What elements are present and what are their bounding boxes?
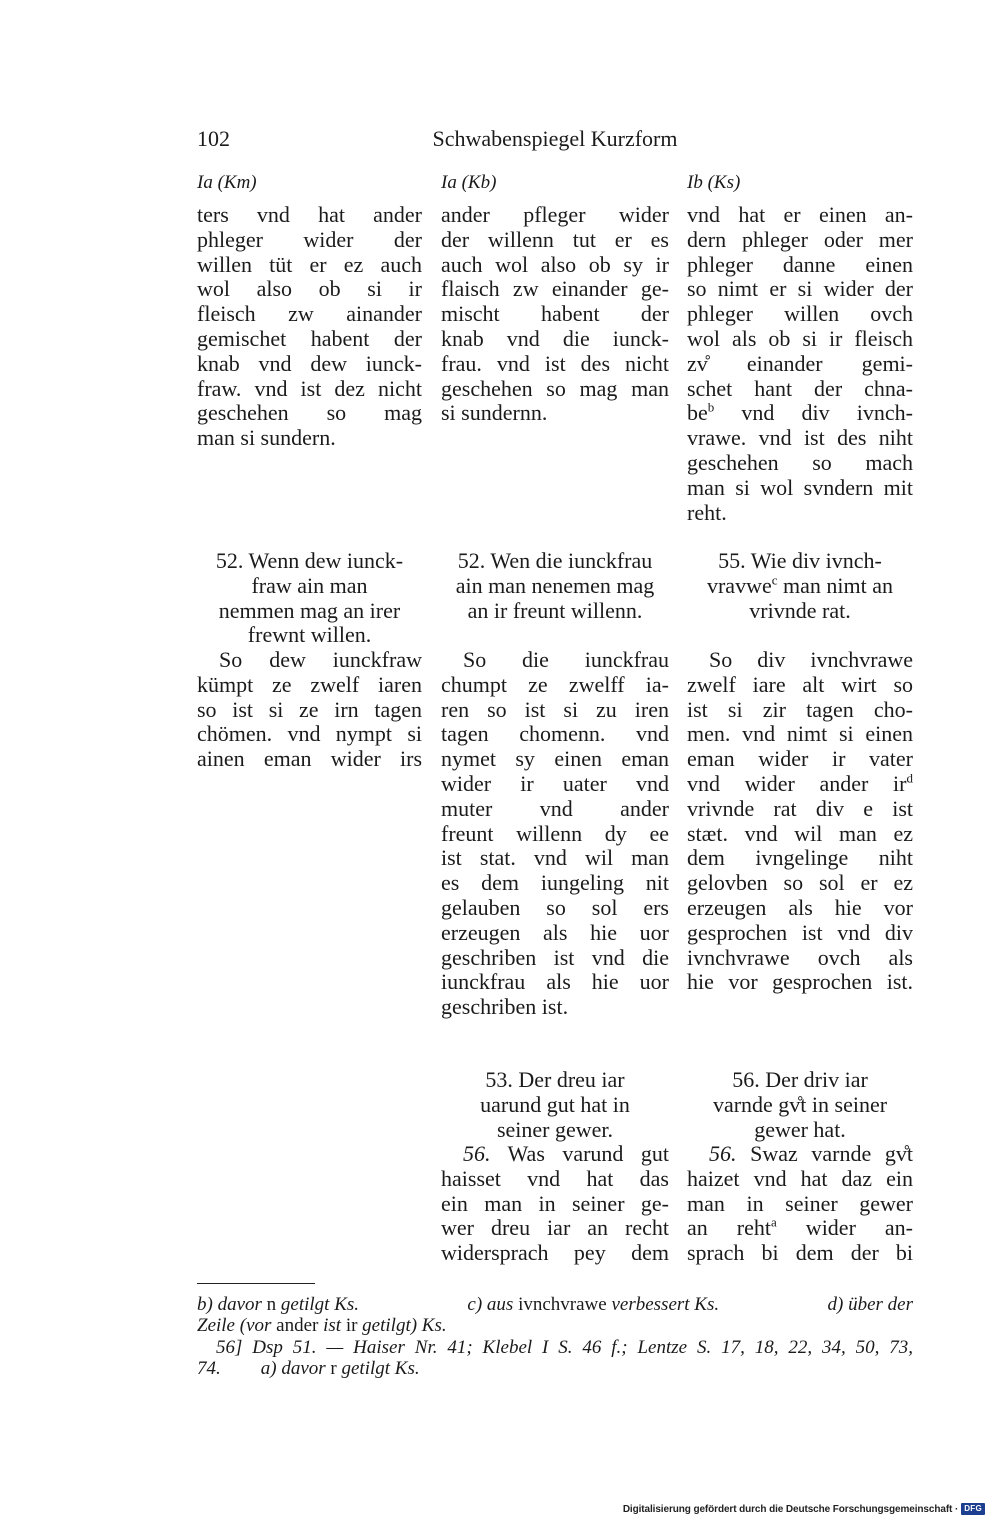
text-line: muter vnd ander — [441, 795, 669, 821]
passage-km-52 — [197, 648, 422, 772]
footnote-marker: c — [771, 572, 778, 588]
text-line: stæt. vnd wil man ez — [687, 820, 913, 846]
passage-kb-52 — [441, 648, 669, 1020]
text-line: ein man in seiner ge- — [441, 1190, 669, 1216]
text-line: eman wider ir vater — [687, 746, 913, 772]
text-line: ainen eman wider irs — [197, 746, 422, 772]
footnote-b — [197, 1294, 359, 1315]
footnote-term: n — [266, 1294, 277, 1315]
text-line: ander pfleger wider — [441, 202, 669, 227]
section-heading-ks-56 — [687, 1068, 913, 1142]
footnote-d-start — [828, 1294, 913, 1315]
footnote-c — [467, 1294, 719, 1315]
footnote-text: a) davor — [260, 1357, 331, 1379]
passage-kb-53 — [441, 1142, 669, 1266]
text-line: willen tüt er ez auch — [197, 251, 422, 277]
heading-line — [687, 574, 913, 599]
heading-line: ain man nenemen mag — [455, 572, 655, 598]
passage-km-1 — [197, 203, 422, 451]
text-line — [441, 1142, 669, 1167]
footnote-term: r — [330, 1357, 337, 1379]
text-line: vnd hat er einen an- — [687, 202, 913, 227]
text-line: so nimt er si wider der — [687, 276, 913, 302]
text-line: wol als ob si ir fleisch — [687, 325, 913, 351]
heading-line: 53. Der dreu iar — [485, 1067, 625, 1092]
text-line: phleger danne einen — [687, 251, 913, 277]
text-line: ivnchvrawe ovch als — [687, 944, 913, 970]
text-line: man si sundern. — [197, 425, 336, 451]
footnote-term: ir — [345, 1315, 358, 1337]
text-line: erzeugen als hie uor — [441, 919, 669, 945]
text-segment: man nimt an — [777, 572, 893, 598]
heading-line: uarund gut hat in — [480, 1091, 630, 1117]
passage-ks-1 — [687, 203, 913, 525]
text-line: gesprochen ist vnd div — [687, 919, 913, 945]
footnote-rule — [197, 1283, 315, 1284]
text-line: So die iunckfrau — [463, 647, 669, 672]
heading-line: 52. Wen die iunckfrau — [457, 548, 653, 573]
text-line: hie vor gesprochen ist. — [687, 969, 913, 995]
text-line: tagen chomenn. vnd — [441, 721, 669, 747]
text-line: geschehen so mag man — [441, 375, 669, 401]
column-siglum-km: Ia (Km) — [197, 172, 257, 193]
credit-text: Digitalisierung gefördert durch die Deutsche Forschungsgemeinschaft · — [622, 1503, 959, 1515]
heading-line: nemmen mag an irer — [218, 597, 401, 623]
text-line: geschriben ist. — [441, 994, 569, 1020]
footnote-marker: a — [771, 1215, 777, 1231]
text-line — [687, 401, 913, 426]
text-line: haizet vnd hat daz ein — [687, 1165, 913, 1191]
column-siglum-ks: Ib (Ks) — [687, 172, 741, 193]
text-line: ters vnd hat ander — [197, 202, 422, 227]
section-heading-kb-53 — [441, 1068, 669, 1142]
text-line: auch wol also ob sy ir — [441, 251, 669, 277]
heading-line: fraw ain man — [251, 572, 368, 598]
text-line: man in seiner gewer — [687, 1190, 913, 1216]
text-line: frau. vnd ist des nicht — [441, 350, 669, 376]
footnote-term: ivnchvrawe — [518, 1294, 607, 1315]
passage-ks-55 — [687, 648, 913, 995]
heading-line: frewnt willen. — [247, 622, 372, 648]
text-line: So dew iunckfraw — [219, 647, 422, 672]
text-line: flaisch zw einander ge- — [441, 276, 669, 302]
text-line: So div ivnchvrawe — [709, 647, 913, 672]
page-number: 102 — [197, 126, 230, 151]
footnote-term: ander — [276, 1315, 319, 1337]
section-heading-km-52 — [197, 549, 422, 648]
text-line: men. vnd nimt si einen — [687, 721, 913, 747]
footnote-text: verbessert Ks. — [606, 1294, 720, 1315]
text-line: gelauben so sol ers — [441, 894, 669, 920]
text-line: knab vnd die iunck- — [441, 325, 669, 351]
text-line: geschehen so mach — [687, 449, 913, 475]
concordance-number: 56. — [463, 1141, 491, 1166]
text-line: haisset vnd hat das — [441, 1165, 669, 1191]
footnote-text: ist — [318, 1315, 346, 1337]
text-segment: vravwe — [706, 572, 772, 598]
footnote-a — [261, 1358, 420, 1379]
footnote-text: d) über der — [827, 1294, 913, 1315]
text-line: nymet sy einen eman — [441, 746, 669, 772]
text-line: freunt willenn dy ee — [441, 820, 669, 846]
footnote-text: b) davor — [197, 1294, 267, 1315]
text-line: wider ir uater vnd — [441, 770, 669, 796]
text-line: der willenn tut er es — [441, 226, 669, 252]
text-line: geschehen so mag — [197, 400, 422, 426]
text-line: erzeugen als hie vor — [687, 894, 913, 920]
footnote-marker: b — [707, 400, 715, 416]
text-line — [687, 1142, 913, 1167]
text-line: knab vnd dew iunck- — [197, 350, 422, 376]
footnote-line — [197, 1337, 913, 1358]
heading-line: 56. Der driv iar — [732, 1067, 868, 1092]
text-line: widersprach pey dem — [441, 1240, 669, 1266]
digitization-credit — [623, 1503, 985, 1515]
text-line: fleisch zw ainander — [197, 301, 422, 327]
text-line: dem ivngelinge niht — [687, 845, 913, 871]
text-segment: be — [687, 400, 708, 426]
text-line: reht. — [687, 499, 727, 525]
footnote-line — [197, 1294, 913, 1315]
text-line: vrawe. vnd ist des niht — [687, 425, 913, 451]
text-line: ist si zir tagen cho- — [687, 696, 913, 722]
heading-line: gewer hat. — [754, 1116, 846, 1142]
text-line: ren so ist si zu iren — [441, 696, 669, 722]
section-heading-kb-52 — [441, 549, 669, 623]
text-line: zv̊ einander gemi- — [687, 350, 913, 376]
heading-line: 52. Wenn dew iunck- — [215, 548, 404, 573]
text-line: chömen. vnd nympt si — [197, 721, 422, 747]
text-line: si sundernn. — [441, 400, 548, 426]
text-line: vrivnde rat div e ist — [687, 795, 913, 821]
running-title: Schwabenspiegel Kurzform — [432, 126, 678, 151]
footnote-text: getilgt Ks. — [276, 1294, 360, 1315]
passage-kb-1 — [441, 203, 669, 426]
text-line: sprach bi dem der bi — [687, 1240, 913, 1266]
reference-note-56: 56] Dsp 51. — Haiser Nr. 41; Klebel I S. 46 f.; Lentze S. 17, 18, 22, 34, 50, 73, — [216, 1336, 913, 1358]
text-line: iunckfrau als hie uor — [441, 969, 669, 995]
text-line: dern phleger oder mer — [687, 226, 913, 252]
text-line: gelovben so sol er ez — [687, 870, 913, 896]
text-line: kümpt ze zwelf iaren — [197, 671, 422, 697]
text-line: geschriben ist vnd die — [441, 944, 669, 970]
heading-line: vrivnde rat. — [749, 597, 851, 623]
text-line: man si wol svndern mit — [687, 474, 913, 500]
text-line: phleger wider der — [197, 226, 422, 252]
column-siglum-kb: Ia (Kb) — [441, 172, 497, 193]
text-line: wer dreu iar an recht — [441, 1215, 669, 1241]
reference-note-56-end: 74. — [197, 1357, 221, 1379]
dfg-logo: DFG — [961, 1503, 985, 1515]
text-line: schet hant der chna- — [687, 375, 913, 401]
text-line: zwelf iare alt wirt so — [687, 671, 913, 697]
text-segment: Was varund gut — [490, 1141, 669, 1166]
text-segment: Swaz varnde gv̊t — [736, 1141, 913, 1166]
text-line — [687, 772, 913, 797]
section-heading-ks-55 — [687, 549, 913, 623]
footnote-marker: d — [906, 770, 913, 786]
heading-line: varnde gv̊t in seiner — [712, 1091, 888, 1117]
heading-line: seiner gewer. — [496, 1116, 614, 1142]
footnote-line — [197, 1315, 913, 1336]
footnote-text: c) aus — [467, 1294, 519, 1315]
text-segment: vnd div ivnch- — [714, 400, 913, 426]
text-line: mischt habent der — [441, 301, 669, 327]
passage-ks-56 — [687, 1142, 913, 1266]
text-segment: vnd wider ander ir — [687, 770, 907, 796]
heading-line: 55. Wie div ivnch- — [718, 548, 882, 573]
footnote-line — [197, 1358, 913, 1379]
heading-line: an ir freunt willenn. — [467, 597, 643, 623]
text-line: wol also ob si ir — [197, 276, 422, 302]
footnote-text: getilgt Ks. — [336, 1357, 420, 1379]
text-line: chumpt ze zwelff ia- — [441, 671, 669, 697]
text-line: ist stat. vnd wil man — [441, 845, 669, 871]
text-segment: wider an- — [776, 1215, 914, 1241]
footnote-text: Zeile (vor — [197, 1315, 277, 1337]
text-line: es dem iungeling nit — [441, 870, 669, 896]
text-line: fraw. vnd ist dez nicht — [197, 375, 422, 401]
footnotes — [197, 1294, 913, 1379]
text-line: so ist si ze irn tagen — [197, 696, 422, 722]
concordance-number: 56. — [709, 1141, 737, 1166]
text-line: phleger willen ovch — [687, 301, 913, 327]
text-segment: an reht — [687, 1215, 771, 1241]
footnote-text: getilgt) Ks. — [357, 1315, 447, 1337]
text-line: gemischet habent der — [197, 325, 422, 351]
text-line — [687, 1216, 913, 1241]
